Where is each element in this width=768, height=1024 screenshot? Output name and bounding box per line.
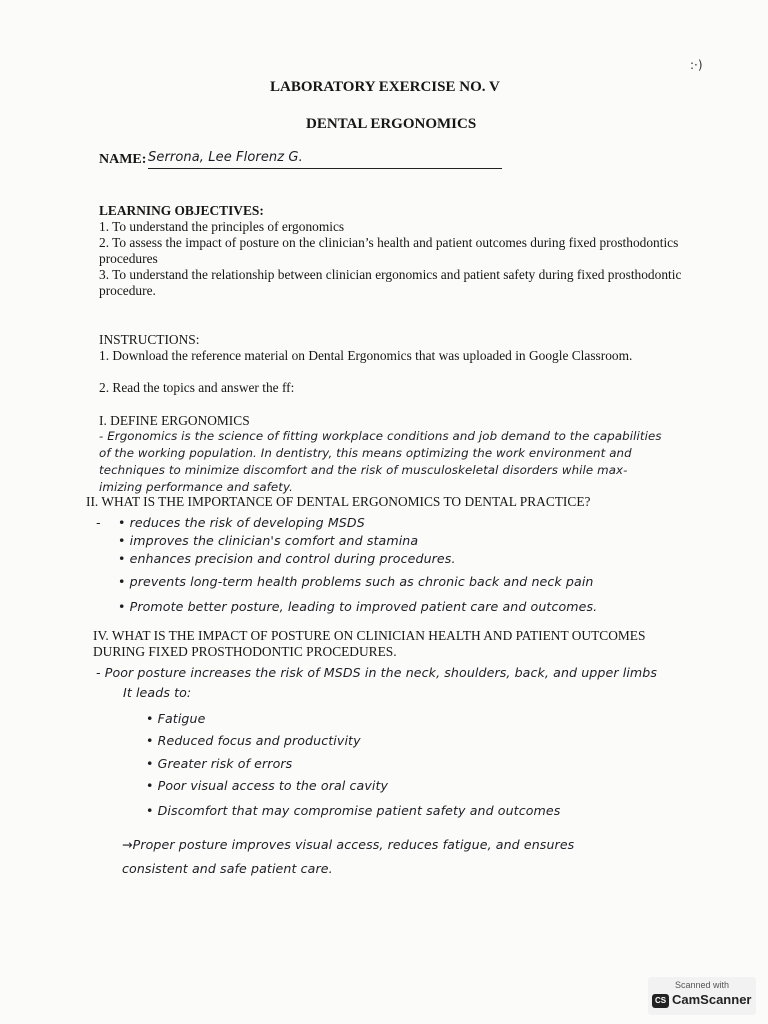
q2-bullet: • improves the clinician's comfort and stamina — [118, 533, 419, 548]
q1-answer-line: - Ergonomics is the science of fitting workplace conditions and job demand to the capabilities — [99, 429, 662, 443]
objective-3: 3. To understand the relationship between clinician ergonomics and patient safety during fixed prosthodontic procedure. — [99, 267, 682, 298]
q4-intro-line: It leads to: — [123, 685, 192, 700]
q2-dash: - — [96, 515, 101, 530]
q4-conclusion-line: →Proper posture improves visual access, reduces fatigue, and ensures — [122, 837, 575, 852]
q1-answer — [99, 428, 724, 496]
objective-2: 2. To assess the impact of posture on the clinician’s health and patient outcomes during fixed prosthodontics procedures — [99, 235, 679, 266]
objective-1: 1. To understand the principles of ergonomics — [99, 219, 345, 234]
q2-bullet: • enhances precision and control during procedures. — [118, 551, 456, 566]
name-field — [148, 151, 502, 169]
q4-bullet: • Fatigue — [146, 711, 206, 726]
scanned-with-label: Scanned with — [674, 980, 730, 990]
q2-bullet: • prevents long-term health problems such as chronic back and neck pain — [118, 574, 594, 589]
q4-conclusion-line: consistent and safe patient care. — [122, 861, 333, 876]
q1-answer-line: of the working population. In dentistry, this means optimizing the work environment and — [99, 446, 632, 460]
q1-answer-line: imizing performance and safety. — [99, 480, 294, 494]
q2-bullet: • Promote better posture, leading to improved patient care and outcomes. — [118, 599, 598, 614]
objectives-heading: LEARNING OBJECTIVES: — [99, 203, 264, 218]
instruction-2: 2. Read the topics and answer the ff: — [99, 380, 295, 395]
page-title: LABORATORY EXERCISE NO. V — [270, 79, 500, 95]
q1-answer-line: techniques to minimize discomfort and the risk of musculoskeletal disorders while max- — [99, 463, 628, 477]
corner-pen-mark: :·) — [690, 58, 703, 72]
q1-heading: I. DEFINE ERGONOMICS — [99, 413, 250, 428]
camscanner-name: CamScanner — [672, 992, 752, 1007]
instructions-heading: INSTRUCTIONS: — [99, 332, 200, 347]
camscanner-logo-icon: CS — [652, 994, 669, 1008]
q2-heading: II. WHAT IS THE IMPORTANCE OF DENTAL ERGONOMICS TO DENTAL PRACTICE? — [86, 494, 591, 509]
page-subtitle: DENTAL ERGONOMICS — [306, 116, 477, 132]
q4-bullet: • Reduced focus and productivity — [146, 733, 361, 748]
q4-bullet: • Discomfort that may compromise patient safety and outcomes — [146, 803, 561, 818]
q2-bullet: • reduces the risk of developing MSDS — [118, 515, 365, 530]
q4-heading: IV. WHAT IS THE IMPACT OF POSTURE ON CLINICIAN HEALTH AND PATIENT OUTCOMES DURING FIXED PROSTHODONTIC PROCEDURES. — [93, 628, 646, 659]
q4-bullet: • Greater risk of errors — [146, 756, 293, 771]
camscanner-watermark — [648, 977, 756, 1015]
q4-intro-line: - Poor posture increases the risk of MSDS in the neck, shoulders, back, and upper limbs — [96, 665, 658, 680]
name-label: NAME: — [99, 152, 147, 167]
q4-bullet: • Poor visual access to the oral cavity — [146, 778, 389, 793]
name-value: Serrona, Lee Florenz G. — [148, 150, 303, 165]
instruction-1: 1. Download the reference material on Dental Ergonomics that was uploaded in Google Classroom. — [99, 348, 633, 363]
